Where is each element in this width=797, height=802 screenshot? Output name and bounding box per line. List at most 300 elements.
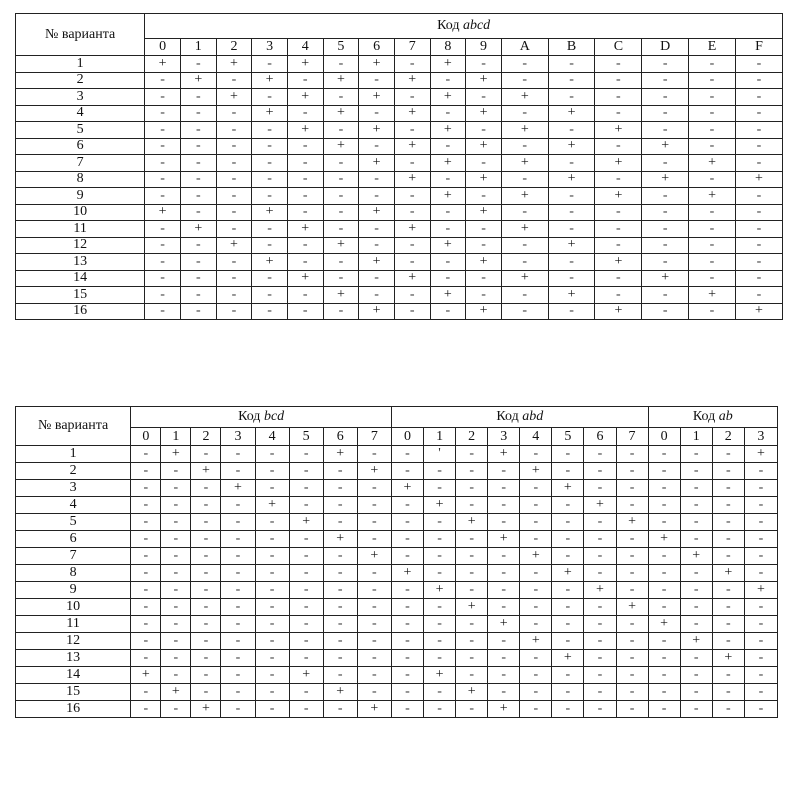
table-cell: + [394,72,430,89]
table-cell: + [252,254,288,271]
table-cell: + [394,270,430,287]
table-cell: - [430,72,466,89]
table-cell: + [394,171,430,188]
code-column-header: 3 [744,428,777,446]
table-cell: - [424,599,456,616]
table-cell: - [216,204,252,221]
table-cell: - [161,701,191,718]
table-cell: + [391,480,423,497]
table-cell: - [394,122,430,139]
table-cell: + [548,171,595,188]
table-cell: - [648,446,680,463]
table-cell: ' [424,446,456,463]
table-cell: + [323,531,357,548]
table-cell: - [689,122,736,139]
variant-number: 3 [16,480,131,497]
table-row [16,270,783,287]
table-cell: - [145,303,181,320]
table-cell: - [680,463,712,480]
table-cell: - [689,89,736,106]
table-row [16,514,778,531]
table-cell: + [145,56,181,73]
table-cell: - [642,188,689,205]
table-cell: - [744,548,777,565]
table-cell: - [323,667,357,684]
table-cell: - [191,531,221,548]
table-cell: - [131,531,161,548]
table-cell: - [131,548,161,565]
table-cell: - [191,650,221,667]
table-cell: + [466,204,502,221]
code-column-header: B [548,39,595,56]
table-cell: + [216,237,252,254]
table-cell: - [616,463,648,480]
table-cell: - [712,616,744,633]
table-cell: + [180,221,216,238]
variant-number: 13 [16,254,145,271]
table-cell: - [424,514,456,531]
table-cell: - [616,684,648,701]
table-row [16,237,783,254]
table-cell: - [323,582,357,599]
table-cell: - [216,254,252,271]
table-cell: - [548,122,595,139]
code-ab-header: Код ab [648,407,777,428]
table-cell: - [680,531,712,548]
table-cell: - [221,446,255,463]
table-cell: - [712,548,744,565]
table-cell: - [145,155,181,172]
table-cell: - [221,650,255,667]
table-bcd-abd-ab [15,406,778,718]
table-cell: - [430,204,466,221]
variant-number: 1 [16,56,145,73]
table-cell: - [191,667,221,684]
table-cell: - [548,270,595,287]
variant-number: 14 [16,270,145,287]
table-cell: + [488,446,520,463]
table-cell: - [391,650,423,667]
table-cell: - [488,565,520,582]
table-cell: - [180,138,216,155]
table-cell: - [552,633,584,650]
table-cell: + [466,254,502,271]
table-cell: - [548,188,595,205]
table-cell: - [712,582,744,599]
table-cell: - [216,122,252,139]
code-column-header: 7 [394,39,430,56]
table-cell: + [595,122,642,139]
table-cell: - [287,72,323,89]
table-cell: + [430,155,466,172]
table-cell: - [191,582,221,599]
table-cell: + [548,105,595,122]
table-cell: - [689,303,736,320]
table-cell: - [595,171,642,188]
table-cell: - [648,463,680,480]
table-cell: - [466,155,502,172]
table-cell: - [744,497,777,514]
table-cell: - [642,254,689,271]
table-cell: - [712,531,744,548]
table-cell: - [221,616,255,633]
code-column-header: 0 [391,428,423,446]
table-cell: - [145,221,181,238]
code-column-header: E [689,39,736,56]
table-cell: - [548,72,595,89]
variant-number: 12 [16,237,145,254]
code-column-header: 8 [430,39,466,56]
table-cell: - [391,582,423,599]
table-cell: - [648,565,680,582]
table-cell: - [180,254,216,271]
table-cell: - [520,684,552,701]
code-column-header: F [735,39,782,56]
table-cell: - [221,684,255,701]
table-cell: - [735,221,782,238]
code-column-header: 0 [145,39,181,56]
variant-number: 13 [16,650,131,667]
table-cell: - [744,701,777,718]
table-cell: - [520,650,552,667]
table-cell: + [391,565,423,582]
table-cell: - [255,684,289,701]
table-cell: - [648,480,680,497]
table-cell: - [216,138,252,155]
table-cell: - [289,463,323,480]
table-cell: - [584,548,616,565]
table-cell: - [456,701,488,718]
table-cell: - [520,480,552,497]
table-cell: - [456,548,488,565]
table-cell: - [648,582,680,599]
table-cell: - [595,237,642,254]
table-cell: - [648,667,680,684]
table-cell: - [552,616,584,633]
variant-number: 7 [16,155,145,172]
code-column-header: 0 [131,428,161,446]
table-cell: + [161,446,191,463]
code-column-header: 6 [323,428,357,446]
table-row [16,204,783,221]
table-cell: - [584,684,616,701]
table-row [16,105,783,122]
table-cell: - [131,599,161,616]
table-cell: - [216,171,252,188]
table-cell: - [735,204,782,221]
table-cell: - [180,303,216,320]
variant-number: 3 [16,89,145,106]
code-column-header: 2 [216,39,252,56]
table-cell: - [689,56,736,73]
table-cell: - [131,463,161,480]
table-cell: - [287,188,323,205]
table-row [16,667,778,684]
table-cell: - [145,287,181,304]
table-cell: - [216,287,252,304]
table-cell: - [520,446,552,463]
table-cell: + [595,303,642,320]
table-cell: - [552,531,584,548]
table-row [16,188,783,205]
table-cell: - [323,270,359,287]
table-cell: - [584,531,616,548]
code-column-header: 4 [520,428,552,446]
table-cell: - [216,72,252,89]
variant-number: 16 [16,303,145,320]
table-cell: - [744,514,777,531]
table-cell: + [424,497,456,514]
table-cell: - [191,684,221,701]
table-cell: - [520,599,552,616]
table-cell: + [466,303,502,320]
table-cell: - [191,446,221,463]
table-cell: - [680,616,712,633]
table-cell: + [430,56,466,73]
table-cell: - [180,89,216,106]
table-cell: + [616,514,648,531]
table-cell: - [359,72,395,89]
table-cell: - [735,254,782,271]
table-cell: - [595,138,642,155]
table-cell: - [161,633,191,650]
table-cell: + [552,650,584,667]
table-cell: - [584,633,616,650]
table-cell: - [221,633,255,650]
table-cell: - [287,287,323,304]
table-cell: - [520,667,552,684]
table-cell: - [252,221,288,238]
table-cell: - [357,514,391,531]
table-cell: - [712,633,744,650]
table-cell: - [145,122,181,139]
table-cell: - [520,582,552,599]
table-cell: - [680,667,712,684]
variant-number: 12 [16,633,131,650]
table-row [16,650,778,667]
table-cell: - [323,155,359,172]
table-row [16,633,778,650]
table-cell: - [252,287,288,304]
table-cell: - [735,270,782,287]
table-cell: - [161,650,191,667]
table-cell: - [689,72,736,89]
variant-number: 7 [16,548,131,565]
table-cell: - [424,548,456,565]
table-cell: - [424,480,456,497]
table-cell: - [642,56,689,73]
table-row [16,303,783,320]
table-cell: - [145,138,181,155]
table-cell: - [252,303,288,320]
table-cell: - [216,270,252,287]
table-abcd [15,13,783,320]
table-cell: + [430,89,466,106]
table-cell: - [255,514,289,531]
table-cell: - [289,582,323,599]
table-cell: - [424,531,456,548]
table-cell: - [616,531,648,548]
table-cell: - [221,497,255,514]
table-cell: - [289,565,323,582]
table-cell: - [145,89,181,106]
table-cell: - [680,565,712,582]
table-row [16,446,778,463]
table-cell: - [424,684,456,701]
table-cell: - [520,514,552,531]
table-cell: - [180,270,216,287]
table-cell: - [255,565,289,582]
table-cell: - [466,270,502,287]
table-row [16,684,778,701]
table-cell: - [289,548,323,565]
table-row [16,565,778,582]
table-cell: - [689,204,736,221]
table-cell: - [680,497,712,514]
table-cell: - [744,684,777,701]
table-cell: - [689,105,736,122]
table-cell: - [424,463,456,480]
table-cell: - [252,270,288,287]
table-cell: - [680,684,712,701]
table-cell: + [744,582,777,599]
table-cell: - [548,155,595,172]
table-cell: + [287,122,323,139]
table-cell: - [689,254,736,271]
table-cell: - [357,497,391,514]
table-cell: + [252,204,288,221]
table-cell: - [712,480,744,497]
variant-number: 9 [16,188,145,205]
table-cell: - [323,221,359,238]
table-cell: - [323,122,359,139]
variant-number: 4 [16,105,145,122]
variant-header: № варианта [16,407,131,446]
table-cell: - [466,221,502,238]
table-cell: - [712,463,744,480]
table-cell: - [648,633,680,650]
table-cell: - [323,650,357,667]
table-cell: - [221,463,255,480]
table-cell: - [501,287,548,304]
table-cell: - [712,599,744,616]
table-cell: - [391,667,423,684]
table-cell: - [712,514,744,531]
table-cell: - [221,582,255,599]
table-cell: + [595,188,642,205]
table-cell: - [430,270,466,287]
table-cell: - [642,237,689,254]
table-cell: - [456,650,488,667]
table-cell: - [191,480,221,497]
table-cell: + [430,122,466,139]
table-cell: + [648,531,680,548]
table-cell: - [357,616,391,633]
table-cell: - [595,105,642,122]
table-cell: - [145,237,181,254]
table-cell: - [466,122,502,139]
table-cell: - [145,270,181,287]
table-cell: - [191,565,221,582]
table-cell: + [584,582,616,599]
table-cell: - [287,138,323,155]
table-cell: - [616,701,648,718]
table-cell: - [323,633,357,650]
table-cell: + [616,599,648,616]
table-row [16,480,778,497]
table-cell: + [712,565,744,582]
table-cell: - [680,599,712,616]
table-cell: - [552,446,584,463]
table-cell: - [323,497,357,514]
table-cell: - [501,237,548,254]
table-cell: - [424,701,456,718]
table-cell: + [595,254,642,271]
table-cell: + [466,138,502,155]
table-cell: - [430,254,466,271]
variant-number: 16 [16,701,131,718]
table-cell: - [501,204,548,221]
table-cell: - [287,237,323,254]
table-cell: - [287,204,323,221]
table-cell: + [744,446,777,463]
table-cell: - [394,188,430,205]
table-cell: - [131,582,161,599]
table-row [16,497,778,514]
table-cell: - [680,650,712,667]
table-cell: - [252,89,288,106]
table-cell: + [289,514,323,531]
table-cell: + [216,56,252,73]
variant-number: 14 [16,667,131,684]
table-cell: - [289,599,323,616]
table-cell: - [255,531,289,548]
table-cell: - [359,287,395,304]
code-abcd-header: Код abcd [145,14,783,39]
table-cell: - [501,72,548,89]
code-column-header: 2 [456,428,488,446]
table-cell: - [323,303,359,320]
table-cell: - [466,188,502,205]
table-cell: - [289,633,323,650]
table-cell: - [289,616,323,633]
variant-number: 2 [16,72,145,89]
table-cell: - [648,548,680,565]
table-cell: - [466,287,502,304]
variant-number: 8 [16,565,131,582]
code-abd-header: Код abd [391,407,648,428]
code-column-header: D [642,39,689,56]
table-row [16,56,783,73]
table-cell: - [501,56,548,73]
table-cell: - [289,531,323,548]
table-cell: - [357,565,391,582]
table-cell: - [221,531,255,548]
table-cell: - [680,446,712,463]
table-cell: - [287,303,323,320]
table-cell: - [359,270,395,287]
table-cell: - [744,633,777,650]
table-cell: - [735,56,782,73]
table-cell: - [689,221,736,238]
code-column-header: 6 [359,39,395,56]
table-cell: - [595,221,642,238]
table-cell: - [161,667,191,684]
table-cell: - [323,701,357,718]
table-cell: - [501,254,548,271]
table-cell: - [584,667,616,684]
code-column-header: 3 [488,428,520,446]
